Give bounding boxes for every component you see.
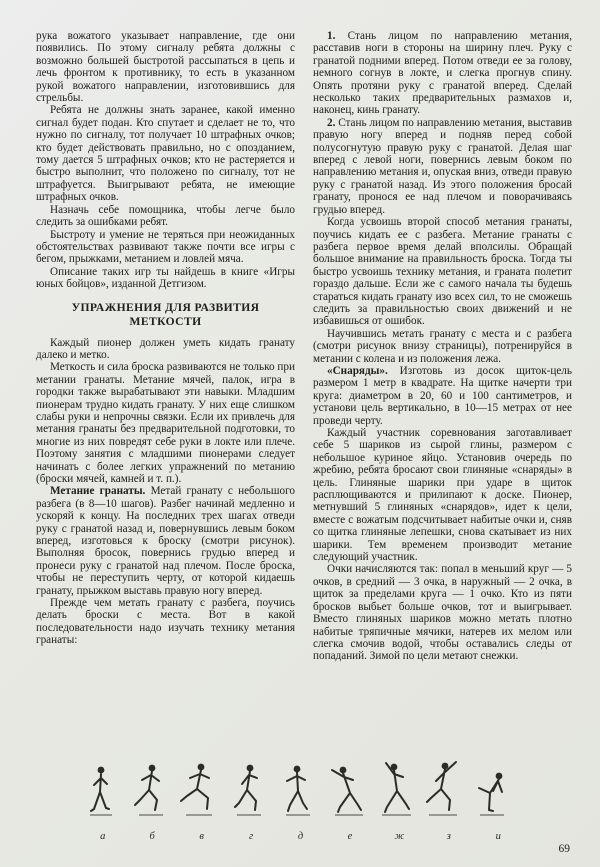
figure-label: з: [446, 831, 451, 842]
section-heading: УПРАЖНЕНИЯ ДЛЯ РАЗВИТИЯ МЕТКОСТИ: [71, 300, 260, 328]
paragraph-text: Каждый пионер должен уметь кидать гранату далеко и метко.: [36, 336, 295, 361]
figure-label: д: [297, 831, 304, 842]
paragraph: [36, 485, 295, 597]
paragraph: [313, 30, 572, 117]
thrower-pose-z: [427, 762, 457, 815]
paragraph: [36, 229, 295, 266]
thrower-pose-v: [181, 764, 212, 815]
paragraph-lead: «Снаряды».: [327, 364, 388, 377]
paragraph: [313, 216, 572, 328]
paragraph-text: Когда усвоишь второй способ метания гранаты, поучись кидать ее с разбега. Метание гранаты с разбега первое время делай вполсилы. Обращай большое внимание на правильность броска. Тогда ты быстро усвоишь технику метания, и граната полетит гораздо дальше. Если же с самого начала ты будешь стараться кидать гранату изо всех сил, то не сможешь следить за правильностью своих движений и не избавишься от ошибок.: [313, 216, 572, 328]
thrower-pose-d: [286, 766, 310, 815]
figure-label: ж: [394, 831, 405, 842]
paragraph: [313, 328, 572, 365]
throwing-sequence-illustration: [78, 750, 523, 830]
thrower-pose-g: [235, 765, 261, 815]
paragraph: [36, 104, 295, 203]
figure-labels-row: [78, 831, 523, 842]
paragraph: [36, 30, 295, 104]
paragraph-text: Меткость и сила броска развиваются не только при метании гранаты. Метание мячей, палок, игра в городки также вырабатывают эти навыки. Младшим пионерам трудно кидать гранату. У них еще слишком слабы руки и непрочны связки. Если их привлечь для метания гранаты без предварительной подготовки, то многие из них повредят себе руки в локте или плече. Поэтому занятия с младшими пионерами следует начинать с более легких упражнений по метанию (броски мячей, камней и т. п.).: [36, 361, 295, 485]
thrower-pose-b: [135, 765, 163, 815]
paragraph-text: Стань лицом по направлению метания, расставив ноги в стороны на ширину плеч. Руку с гранатой подними вперед. Потом отведи ее за голову, немного согнув в локте, и слегка прогнув спину. Опять протяни руку с гранатой вперед. Сделай несколько таких предварительных размахов и, наконец, кинь гранату.: [313, 30, 572, 117]
right-column: [313, 30, 572, 663]
paragraph: [36, 266, 295, 291]
throwing-sequence-figure: [78, 750, 523, 842]
paragraph: [36, 337, 295, 362]
paragraph: [313, 563, 572, 662]
paragraph: [36, 597, 295, 647]
paragraph-text: Стань лицом по направлению метания, выставив правую ногу вперед и подняв перед собой полусогнутую правую руку с гранатой. Делая шаг вперед с левой ноги, повернись левым боком по направлению метания и, опуская вниз, отведи правую руку с гранатой назад. Из этого положения бросай гранату, пронося ее над плечом и поворачиваясь грудью вперед.: [313, 116, 572, 216]
paragraph-text: Очки начисляются так: попал в меньший круг — 5 очков, в средний — 3 очка, в наружный — 2 очка, в щиток за пределами круга — 1 очко. Кто из пяти бросков выбьет больше очков, тот и выигрывает. Вместо глиняных шариков можно метать плотно набитые тряпичные мячики, натерев их мелом или слегка смочив водой, чтобы оставались следы от попаданий. Зимой по цели метают снежки.: [313, 563, 572, 663]
figure-label: а: [100, 831, 106, 842]
left-column: [36, 30, 295, 663]
figure-label: и: [495, 831, 501, 842]
paragraph-text: Научившись метать гранату с места и с разбега (смотри рисунок внизу страницы), потренируйся в метании с колена и из положения лежа.: [313, 327, 572, 365]
figure-label: г: [248, 831, 254, 842]
page-number: 69: [558, 843, 570, 855]
paragraph: [313, 365, 572, 427]
paragraph-text: рука вожатого указывает направление, где они появились. По этому сигналу ребята должны с возможно большей быстротой рассыпаться в цепь и лечь фронтом к противнику, то есть в указанном рукой вожатого направлении, изготовившись для стрельбы.: [36, 30, 295, 105]
paragraph-text: Ребята не должны знать заранее, какой именно сигнал будет подан. Кто спутает и сделает не то, что нужно по сигналу, тот получает 10 штрафных очков; кто будет действовать правильно, но с опозданием, тому дается 5 штрафных очков; кто не растеряется и быстро выполнит, что положено по сигналу, тот не штрафуется. Выигрывают ребята, не имеющие штрафных очков.: [36, 104, 295, 204]
paragraph-text: Прежде чем метать гранату с разбега, поучись делать броски с места. Вот в какой последовательности надо изучать технику метания гранаты:: [36, 597, 295, 647]
paragraph-text: Быстроту и умение не теряться при неожиданных обстоятельствах развивают также почти все игры с бегом, прыжками, метанием и ловлей мяча.: [36, 228, 295, 266]
figure-label: б: [149, 831, 155, 842]
paragraph-text: Каждый участник соревнования заготавливает себе 5 шариков из сырой глины, размером с небольшое куриное яйцо. Установив очередь по жребию, ребята бросают свои глиняные «снаряды» в цель. Глиняные шарики при ударе в щиток расплющиваются и прилипают к доске. Пионер, метнувший 5 глиняных «снарядов», идет к цели, вместе с вожатым подсчитывает набитые очки и, сняв со щитка глиняные лепешки, снова скатывает из них шарики. Тем временем производит метание следующий участник.: [313, 427, 572, 564]
thrower-pose-e: [332, 767, 363, 815]
paragraph: [36, 361, 295, 485]
paragraph-text: Назначь себе помощника, чтобы легче было следить за ошибками ребят.: [36, 203, 295, 229]
paragraph: [313, 117, 572, 216]
figure-label: в: [199, 831, 204, 842]
paragraph: [313, 427, 572, 563]
thrower-pose-zh: [382, 763, 411, 815]
paragraph: [36, 204, 295, 229]
text-columns: [36, 30, 572, 663]
thrower-pose-a: [90, 767, 112, 815]
paragraph-text: Метай гранату с небольшого разбега (в 8—10 шагов). Разбег начинай медленно и ускоряй к концу. На последних трех шагах отведи руку с гранатой назад и, повернувшись левым боком вперед, изготовься к броску (смотри рисунок). Выполняя бросок, повернись грудью вперед и пронеси руку с гранатой над плечом. После броска, чтобы не переступить черту, от которой кидаешь гранату, прыжком выставь правую ногу вперед.: [36, 485, 295, 597]
paragraph-lead: Метание гранаты.: [50, 485, 146, 498]
paragraph-lead: 1.: [327, 30, 336, 42]
paragraph-text: Описание таких игр ты найдешь в книге «Игры юных бойцов», изданной Детгизом.: [36, 265, 295, 291]
paragraph-lead: 2.: [327, 116, 336, 129]
paragraph-text: Изготовь из досок щиток-цель размером 1 метр в квадрате. На щитке начерти три круга: диаметром в 20, 60 и 100 сантиметров, и установи цель вертикально, в 10—15 метрах от нее проведи черту.: [313, 364, 572, 427]
figure-label: е: [347, 831, 353, 842]
thrower-pose-i: [479, 773, 504, 815]
